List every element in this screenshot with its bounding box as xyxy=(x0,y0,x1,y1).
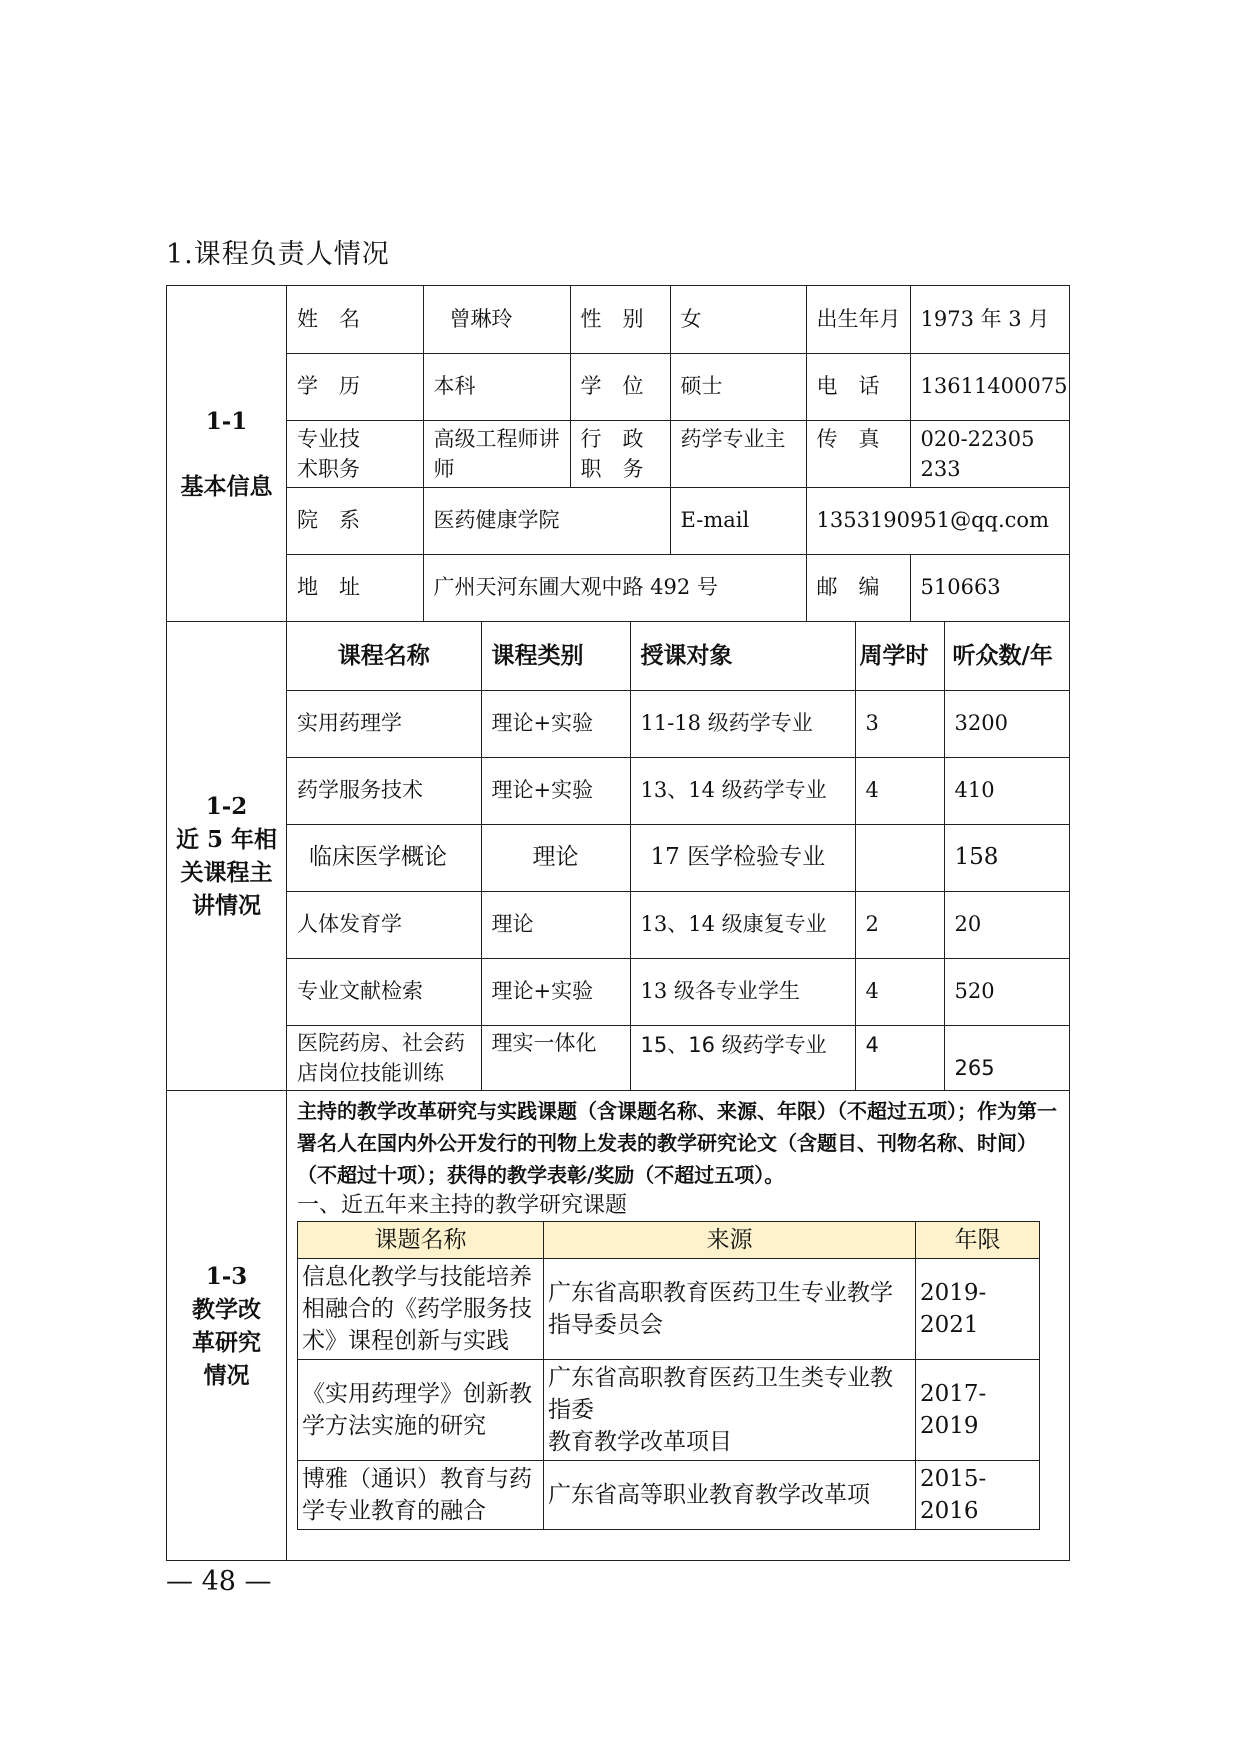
email-value: 1353190951@qq.com xyxy=(806,487,1070,554)
project-period: 2017-2019 xyxy=(916,1360,1040,1461)
courses-table xyxy=(287,622,1070,1090)
basic-info-table xyxy=(287,286,1070,621)
project-period: 2015-2016 xyxy=(916,1461,1040,1530)
project-source: 广东省高职教育医药卫生类专业教指委 教育教学改革项目 xyxy=(544,1360,916,1461)
table-row xyxy=(298,1360,1040,1461)
fax-label: 传 真 xyxy=(806,420,910,487)
page-heading: 1.课程负责人情况 xyxy=(166,239,390,270)
title-label: 专业技术职务 xyxy=(287,420,423,487)
course-hours xyxy=(855,824,944,891)
course-hours: 4 xyxy=(855,1025,944,1090)
section-1-2-title: 近 5 年相关课程主讲情况 xyxy=(175,826,278,919)
course-type: 理论+实验 xyxy=(481,757,630,824)
col-header-period: 年限 xyxy=(916,1222,1040,1259)
section-1-3-title: 教学改革研究情况 xyxy=(192,1295,261,1389)
course-name: 专业文献检索 xyxy=(287,958,481,1025)
course-audience: 13、14 级康复专业 xyxy=(630,891,855,958)
course-listeners: 410 xyxy=(944,757,1070,824)
course-type: 理论+实验 xyxy=(481,690,630,757)
projects-table xyxy=(297,1221,1040,1530)
table-row xyxy=(287,1025,1070,1090)
course-name: 实用药理学 xyxy=(287,690,481,757)
birth-label: 出生年月 xyxy=(806,286,910,353)
course-listeners: 3200 xyxy=(944,690,1070,757)
course-name: 人体发育学 xyxy=(287,891,481,958)
table-row xyxy=(298,1461,1040,1530)
course-audience: 11-18 级药学专业 xyxy=(630,690,855,757)
degree-value: 硕士 xyxy=(670,353,806,420)
course-hours: 4 xyxy=(855,958,944,1025)
section-1-3-number: 1-3 xyxy=(205,1262,248,1290)
degree-label: 学 位 xyxy=(570,353,670,420)
reform-intro: 主持的教学改革研究与实践课题（含课题名称、来源、年限）（不超过五项）；作为第一署名人在国内外公开发行的刊物上发表的教学研究论文（含题目、刊物名称、时间）（不超过十项）；获得的教学表彰/奖励（不超过五项）。 xyxy=(297,1099,1057,1187)
course-listeners: 265 xyxy=(944,1025,1070,1090)
course-listeners: 20 xyxy=(944,891,1070,958)
section-1-1-title: 基本信息 xyxy=(180,472,273,500)
dept-label: 院 系 xyxy=(287,487,423,554)
col-header-weekly-hours: 周学时 xyxy=(855,622,944,690)
dept-value: 医药健康学院 xyxy=(423,487,670,554)
basic-row xyxy=(287,353,1070,420)
courses-block xyxy=(287,622,1070,1091)
table-row xyxy=(287,824,1070,891)
admin-post-value: 药学专业主 xyxy=(670,420,806,487)
page-number: — 48 — xyxy=(166,1566,272,1597)
reform-block xyxy=(287,1091,1070,1561)
course-listeners: 158 xyxy=(944,824,1070,891)
project-name: 博雅（通识）教育与药学专业教育的融合 xyxy=(298,1461,544,1530)
project-period: 2019-2021 xyxy=(916,1259,1040,1360)
project-source: 广东省高等职业教育教学改革项 xyxy=(544,1461,916,1530)
projects-header-row xyxy=(298,1222,1040,1259)
courses-header-row xyxy=(287,622,1070,690)
gender-value: 女 xyxy=(670,286,806,353)
basic-row xyxy=(287,420,1070,487)
name-label: 姓 名 xyxy=(287,286,423,353)
phone-label: 电 话 xyxy=(806,353,910,420)
section-1-3-label xyxy=(167,1091,287,1561)
course-audience: 13 级各专业学生 xyxy=(630,958,855,1025)
course-name: 医院药房、社会药店岗位技能训练 xyxy=(287,1025,481,1090)
course-hours: 2 xyxy=(855,891,944,958)
course-audience: 17 医学检验专业 xyxy=(630,824,855,891)
col-header-project-name: 课题名称 xyxy=(298,1222,544,1259)
table-row xyxy=(287,958,1070,1025)
table-row xyxy=(287,757,1070,824)
education-label: 学 历 xyxy=(287,353,423,420)
reform-subheading: 一、近五年来主持的教学研究课题 xyxy=(297,1193,628,1218)
course-audience: 15、16 级药学专业 xyxy=(630,1025,855,1090)
project-name: 《实用药理学》创新教学方法实施的研究 xyxy=(298,1360,544,1461)
address-value: 广州天河东圃大观中路 492 号 xyxy=(423,554,806,621)
col-header-course-type: 课程类别 xyxy=(481,622,630,690)
col-header-audience: 授课对象 xyxy=(630,622,855,690)
col-header-listeners: 听众数/年 xyxy=(944,622,1070,690)
course-type: 理论 xyxy=(481,891,630,958)
course-hours: 4 xyxy=(855,757,944,824)
section-1-1-label xyxy=(167,286,287,622)
section-1-2-label xyxy=(167,622,287,1091)
course-type: 理实一体化 xyxy=(481,1025,630,1090)
col-header-course-name: 课程名称 xyxy=(287,622,481,690)
course-hours: 3 xyxy=(855,690,944,757)
basic-row xyxy=(287,487,1070,554)
project-name: 信息化教学与技能培养相融合的《药学服务技术》课程创新与实践 xyxy=(298,1259,544,1360)
section-1-1-number: 1-1 xyxy=(205,407,248,435)
gender-label: 性 别 xyxy=(570,286,670,353)
postcode-label: 邮 编 xyxy=(806,554,910,621)
basic-row xyxy=(287,286,1070,353)
section-1-2-number: 1-2 xyxy=(205,793,248,820)
basic-info-block xyxy=(287,286,1070,622)
table-row xyxy=(287,690,1070,757)
course-listeners: 520 xyxy=(944,958,1070,1025)
email-label: E-mail xyxy=(670,487,806,554)
fax-value: 020-22305233 xyxy=(910,420,1070,487)
course-type: 理论+实验 xyxy=(481,958,630,1025)
birth-value: 1973 年 3 月 xyxy=(910,286,1070,353)
course-name: 临床医学概论 xyxy=(287,824,481,891)
principal-info-table xyxy=(166,285,1070,1561)
phone-value: 13611400075 xyxy=(910,353,1070,420)
basic-row xyxy=(287,554,1070,621)
education-value: 本科 xyxy=(423,353,570,420)
course-name: 药学服务技术 xyxy=(287,757,481,824)
col-header-source: 来源 xyxy=(544,1222,916,1259)
admin-post-label: 行 政职 务 xyxy=(570,420,670,487)
project-source: 广东省高职教育医药卫生专业教学指导委员会 xyxy=(544,1259,916,1360)
address-label: 地 址 xyxy=(287,554,423,621)
title-value: 高级工程师讲师 xyxy=(423,420,570,487)
postcode-value: 510663 xyxy=(910,554,1070,621)
course-type: 理论 xyxy=(481,824,630,891)
table-row xyxy=(287,891,1070,958)
table-row xyxy=(298,1259,1040,1360)
course-audience: 13、14 级药学专业 xyxy=(630,757,855,824)
name-value: 曾琳玲 xyxy=(423,286,570,353)
